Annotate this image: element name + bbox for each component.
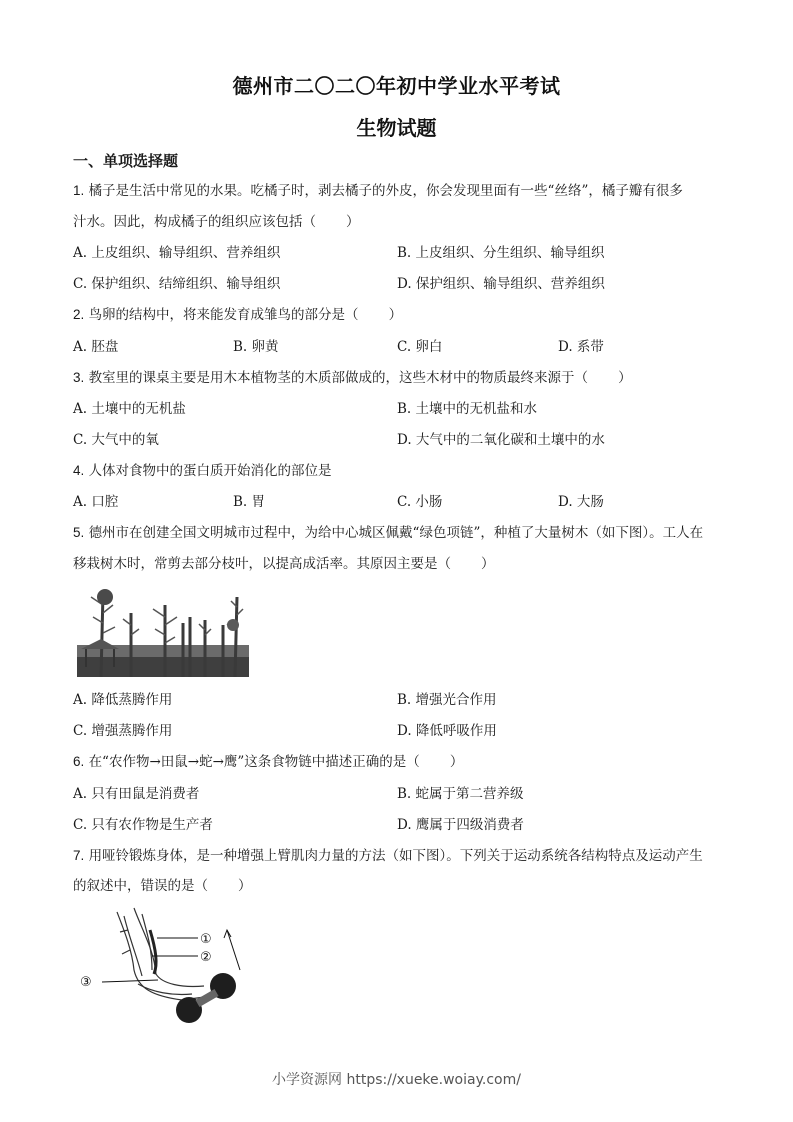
q5-option-c: C. 增强蒸腾作用 xyxy=(73,723,173,739)
q6-option-d: D. 鹰属于四级消费者 xyxy=(397,817,524,833)
pruned-trees-photo xyxy=(77,585,249,677)
q3-option-a: A. 土壤中的无机盐 xyxy=(73,401,186,417)
question-1-line-1: 1. 橘子是生活中常见的水果。吃橘子时，剥去橘子的外皮，你会发现里面有一些“丝络”，橘子瓣有很多 xyxy=(73,183,683,199)
q1-option-b: B. 上皮组织、分生组织、输导组织 xyxy=(397,245,605,261)
q1-option-c: C. 保护组织、结缔组织、输导组织 xyxy=(73,276,281,292)
question-5-line-2: 移栽树木时，常剪去部分枝叶，以提高成活率。其原因主要是（ ） xyxy=(73,556,495,572)
exam-title: 德州市二〇二〇年初中学业水平考试 xyxy=(232,74,561,98)
question-2: 2. 鸟卵的结构中，将来能发育成雏鸟的部分是（ ） xyxy=(73,307,403,323)
section-heading: 一、单项选择题 xyxy=(73,152,179,170)
q2-option-c: C. 卵白 xyxy=(397,339,443,355)
question-7-line-2: 的叙述中，错误的是（ ） xyxy=(73,878,252,894)
question-3: 3. 教室里的课桌主要是用木本植物茎的木质部做成的，这些木材中的物质最终来源于（ ） xyxy=(73,370,632,386)
q3-option-c: C. 大气中的氧 xyxy=(73,432,159,448)
question-4: 4. 人体对食物中的蛋白质开始消化的部位是 xyxy=(73,463,332,479)
q6-option-c: C. 只有农作物是生产者 xyxy=(73,817,213,833)
q6-option-a: A. 只有田鼠是消费者 xyxy=(73,786,200,802)
q4-option-b: B. 胃 xyxy=(233,494,266,510)
label-3: ③ xyxy=(80,975,92,990)
q3-option-d: D. 大气中的二氧化碳和土壤中的水 xyxy=(397,432,605,448)
q2-option-b: B. 卵黄 xyxy=(233,339,279,355)
q2-option-a: A. 胚盘 xyxy=(73,339,119,355)
q1-option-d: D. 保护组织、输导组织、营养组织 xyxy=(397,276,605,292)
q2-option-d: D. 系带 xyxy=(558,339,604,355)
question-7-line-1: 7. 用哑铃锻炼身体，是一种增强上臂肌肉力量的方法（如下图）。下列关于运动系统各结构特点及运动产生 xyxy=(73,848,703,864)
q5-option-a: A. 降低蒸腾作用 xyxy=(73,692,173,708)
q4-option-c: C. 小肠 xyxy=(397,494,443,510)
label-1: ① xyxy=(200,932,212,947)
q4-option-d: D. 大肠 xyxy=(558,494,604,510)
label-2: ② xyxy=(200,950,212,965)
arm-dumbbell-diagram xyxy=(72,900,252,1028)
q5-option-b: B. 增强光合作用 xyxy=(397,692,497,708)
q6-option-b: B. 蛇属于第二营养级 xyxy=(397,786,524,802)
question-5-line-1: 5. 德州市在创建全国文明城市过程中，为给中心城区佩戴“绿色项链”，种植了大量树木（如下图）。工人在 xyxy=(73,525,704,541)
q4-option-a: A. 口腔 xyxy=(73,494,119,510)
exam-subtitle: 生物试题 xyxy=(356,116,437,140)
q1-option-a: A. 上皮组织、输导组织、营养组织 xyxy=(73,245,281,261)
question-1-line-2: 汁水。因此，构成橘子的组织应该包括（ ） xyxy=(73,214,360,230)
q3-option-b: B. 土壤中的无机盐和水 xyxy=(397,401,538,417)
footer-watermark: 小学资源网 https://xueke.woiay.com/ xyxy=(272,1072,521,1088)
question-6: 6. 在“农作物→田鼠→蛇→鹰”这条食物链中描述正确的是（ ） xyxy=(73,754,464,770)
q5-option-d: D. 降低呼吸作用 xyxy=(397,723,497,739)
